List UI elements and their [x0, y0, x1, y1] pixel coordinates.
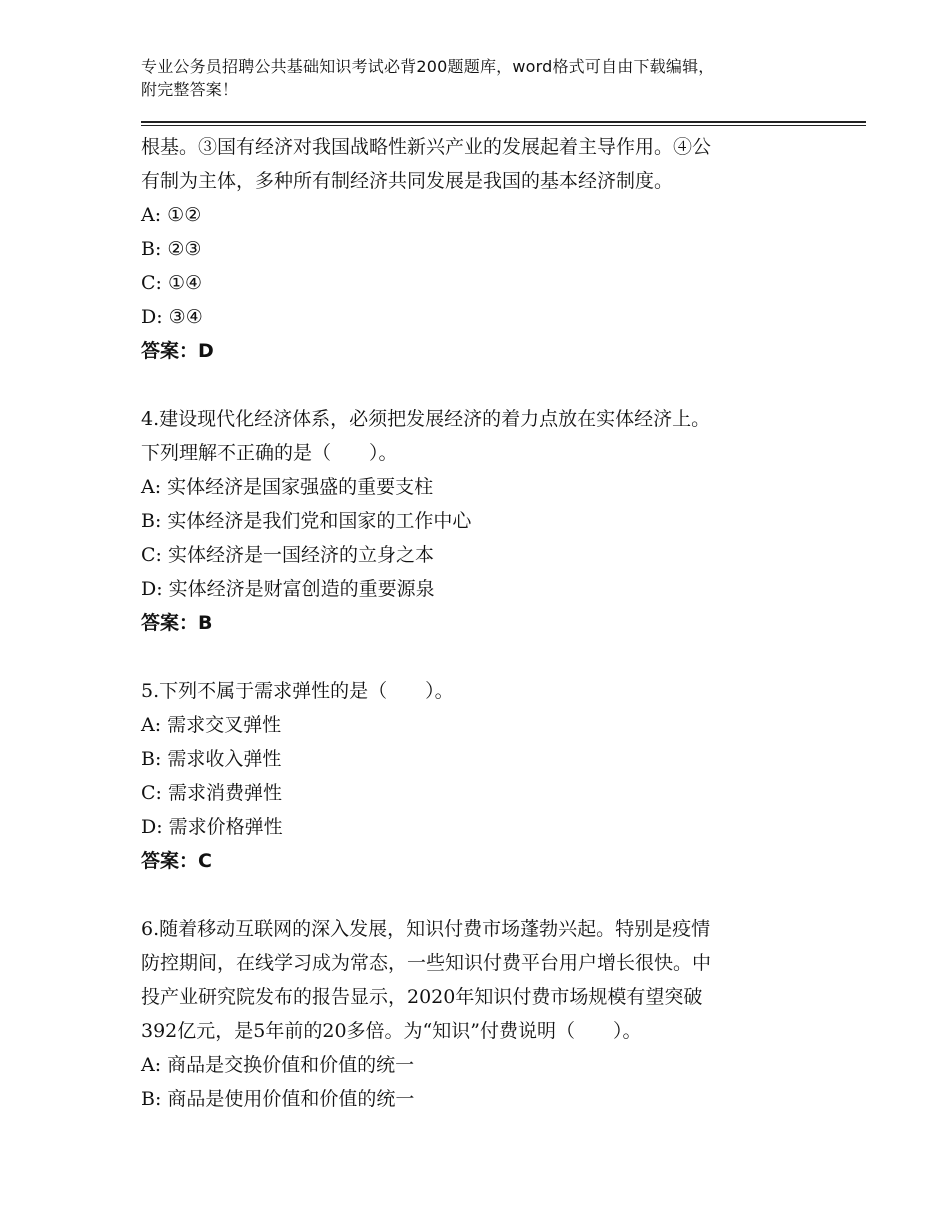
q4-option-b: B: 实体经济是我们党和国家的工作中心 — [141, 510, 472, 532]
q5-option-c: C: 需求消费弹性 — [141, 782, 282, 804]
q3-option-d: D: ③④ — [141, 306, 203, 328]
q4-option-c: C: 实体经济是一国经济的立身之本 — [141, 544, 434, 566]
header-line-1: 专业公务员招聘公共基础知识考试必背200题题库，word格式可自由下载编辑， — [141, 57, 715, 76]
q4-option-a: A: 实体经济是国家强盛的重要支柱 — [141, 476, 434, 498]
q6-option-b: B: 商品是使用价值和价值的统一 — [141, 1088, 415, 1110]
header-rule-thin — [141, 125, 866, 126]
q6-stem-line-4: 392亿元，是5年前的20多倍。为“知识”付费说明（ ）。 — [141, 1020, 642, 1042]
q5-option-b: B: 需求收入弹性 — [141, 748, 282, 770]
spacer — [141, 640, 821, 674]
q3-option-a: A: ①② — [141, 204, 202, 226]
q4-stem-line-1: 4.建设现代化经济体系，必须把发展经济的着力点放在实体经济上。 — [141, 408, 711, 430]
header-line-2: 附完整答案！ — [141, 80, 239, 99]
spacer — [141, 878, 821, 912]
q4-stem-line-2: 下列理解不正确的是（ ）。 — [141, 442, 398, 464]
spacer — [141, 368, 821, 402]
page-header — [141, 55, 821, 101]
q3-continuation-line-1: 根基。③国有经济对我国战略性新兴产业的发展起着主导作用。④公 — [141, 136, 712, 158]
question-content — [141, 130, 821, 1116]
q5-option-d: D: 需求价格弹性 — [141, 816, 283, 838]
q5-stem-line-1: 5.下列不属于需求弹性的是（ ）。 — [141, 680, 454, 702]
q4-option-d: D: 实体经济是财富创造的重要源泉 — [141, 578, 435, 600]
q6-stem-line-2: 防控期间，在线学习成为常态，一些知识付费平台用户增长很快。中 — [141, 952, 712, 974]
q6-stem-line-3: 投产业研究院发布的报告显示，2020年知识付费市场规模有望突破 — [141, 986, 703, 1008]
q6-stem-line-1: 6.随着移动互联网的深入发展，知识付费市场蓬勃兴起。特别是疫情 — [141, 918, 711, 940]
q6-option-a: A: 商品是交换价值和价值的统一 — [141, 1054, 415, 1076]
q3-answer: 答案：D — [141, 340, 214, 362]
q3-option-b: B: ②③ — [141, 238, 202, 260]
q3-continuation-line-2: 有制为主体，多种所有制经济共同发展是我国的基本经济制度。 — [141, 170, 674, 192]
header-rule-thick — [141, 121, 866, 123]
q3-option-c: C: ①④ — [141, 272, 203, 294]
q5-answer: 答案：C — [141, 850, 212, 872]
q5-option-a: A: 需求交叉弹性 — [141, 714, 282, 736]
q4-answer: 答案：B — [141, 612, 213, 634]
